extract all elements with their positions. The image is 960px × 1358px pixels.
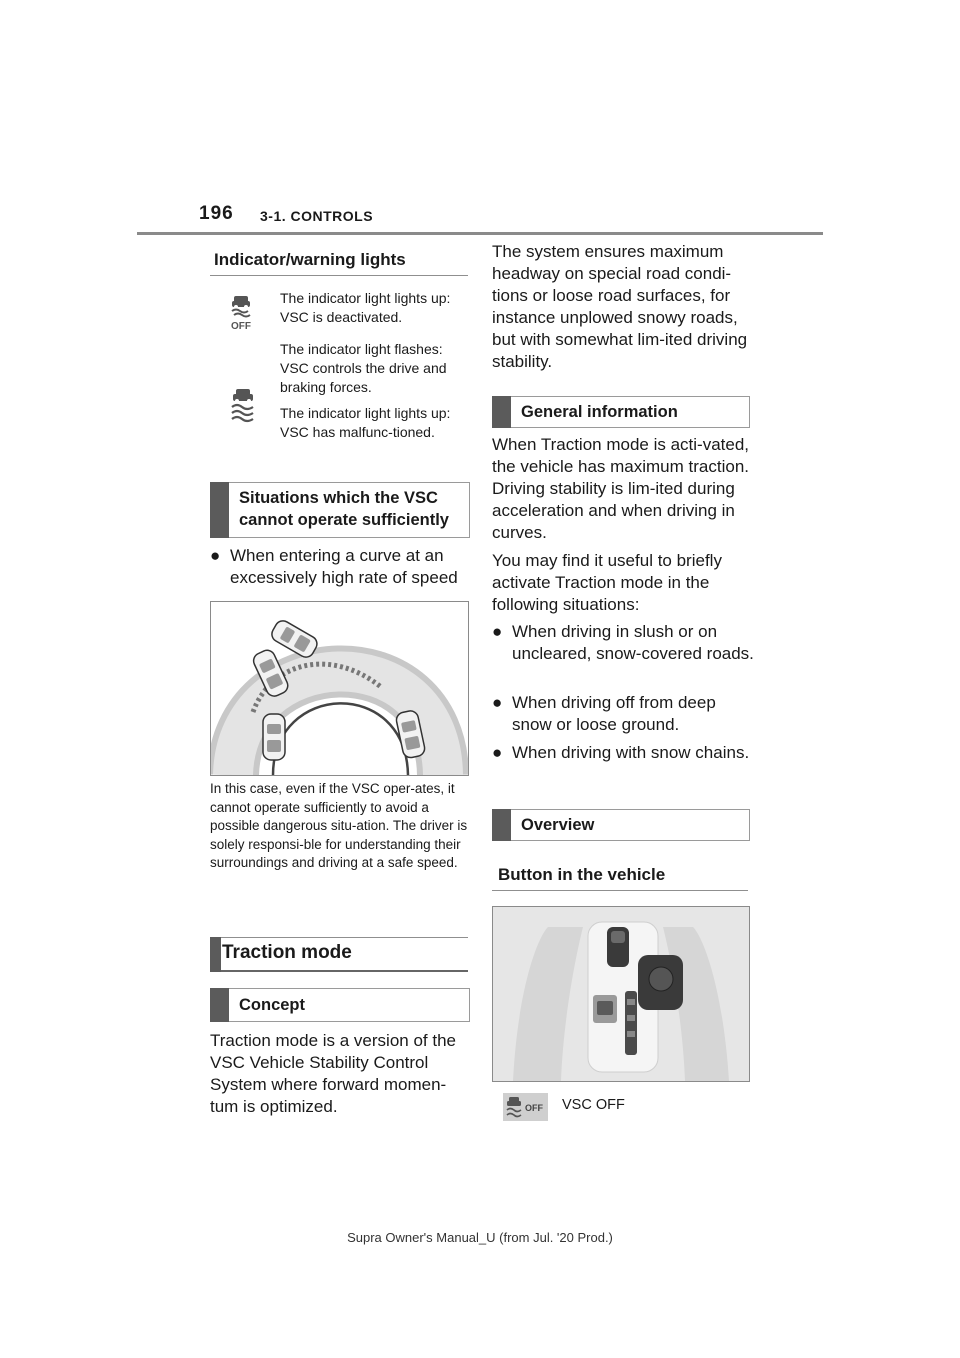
bullet-dot: ● bbox=[210, 546, 221, 565]
curve-figure bbox=[210, 601, 469, 776]
traction-heading: Traction mode bbox=[222, 942, 352, 963]
general-p2: You may find it useful to briefly activate Traction mode in the following situations: bbox=[492, 551, 722, 614]
vsc-off-icon bbox=[226, 294, 256, 332]
concept-heading-box bbox=[210, 988, 470, 1022]
svg-text:OFF: OFF bbox=[231, 321, 251, 332]
button-heading-text: Button in the vehicle bbox=[498, 865, 666, 884]
general-bullet bbox=[492, 621, 754, 665]
situations-bullet-text: When entering a curve at an excessively high rate of speed bbox=[230, 546, 458, 587]
situations-heading-box bbox=[210, 482, 470, 538]
svg-text:OFF: OFF bbox=[525, 1103, 543, 1113]
indicator-heading-text: Indicator/warning lights bbox=[214, 250, 406, 269]
console-figure bbox=[492, 906, 750, 1082]
overview-heading-box bbox=[492, 809, 750, 841]
indicator-row1-text: The indicator light lights up: VSC is deactivated. bbox=[280, 290, 451, 325]
general-bullet-text: When driving with snow chains. bbox=[512, 743, 750, 762]
indicator-heading bbox=[210, 248, 468, 276]
button-heading bbox=[492, 862, 748, 891]
general-heading: General information bbox=[521, 403, 678, 421]
traction-heading-box bbox=[210, 937, 468, 972]
heading-bar bbox=[210, 988, 229, 1022]
footer-text: Supra Owner's Manual_U (from Jul. '20 Prod.) bbox=[347, 1230, 613, 1245]
heading-bar bbox=[210, 937, 221, 972]
situations-caption: In this case, even if the VSC oper-ates, it cannot operate sufficiently to avoid a possible dangerous situ-ation. The driver is solely responsi-ble for understanding their surroundings and driving at a safe speed. bbox=[210, 781, 468, 870]
bullet-dot: ● bbox=[492, 622, 503, 641]
indicator-row2-text-a: The indicator light flashes: VSC controls the drive and braking forces. bbox=[280, 341, 447, 395]
general-bullet bbox=[492, 692, 754, 736]
vsc-skid-icon bbox=[226, 387, 260, 423]
car-graphic bbox=[263, 714, 285, 760]
situations-bullet bbox=[210, 545, 472, 589]
section-title: 3-1. CONTROLS bbox=[260, 208, 374, 224]
general-bullet-text: When driving in slush or on uncleared, snow-covered roads. bbox=[512, 622, 754, 663]
page-number: 196 bbox=[199, 203, 234, 224]
concept-heading: Concept bbox=[239, 996, 305, 1014]
concept-text: Traction mode is a version of the VSC Vehicle Stability Control System where forward momen-tum is optimized. bbox=[210, 1031, 456, 1116]
bullet-dot: ● bbox=[492, 693, 503, 712]
general-bullet bbox=[492, 742, 754, 764]
vsc-off-label: VSC OFF bbox=[562, 1097, 625, 1113]
heading-bar bbox=[492, 396, 511, 428]
traction-intro-text: The system ensures maximum headway on special road condi-tions or loose road surfaces, for instance unplowed snowy roads, but with somewhat lim-ited driving stability. bbox=[492, 242, 748, 371]
general-p1: When Traction mode is acti-vated, the vehicle has maximum traction. Driving stability is lim-ited during acceleration and when driving in curves. bbox=[492, 435, 750, 542]
heading-bar bbox=[492, 809, 511, 841]
general-bullet-text: When driving off from deep snow or loose ground. bbox=[512, 693, 716, 734]
overview-heading: Overview bbox=[521, 816, 595, 834]
bullet-dot: ● bbox=[492, 743, 503, 762]
header-rule bbox=[137, 232, 823, 235]
vsc-off-button-icon bbox=[503, 1093, 548, 1121]
heading-bar bbox=[210, 482, 229, 538]
indicator-row2-text-b: The indicator light lights up: VSC has malfunc-tioned. bbox=[280, 405, 451, 440]
general-heading-box bbox=[492, 396, 750, 428]
situations-heading: Situations which the VSC cannot operate sufficiently bbox=[239, 489, 449, 529]
